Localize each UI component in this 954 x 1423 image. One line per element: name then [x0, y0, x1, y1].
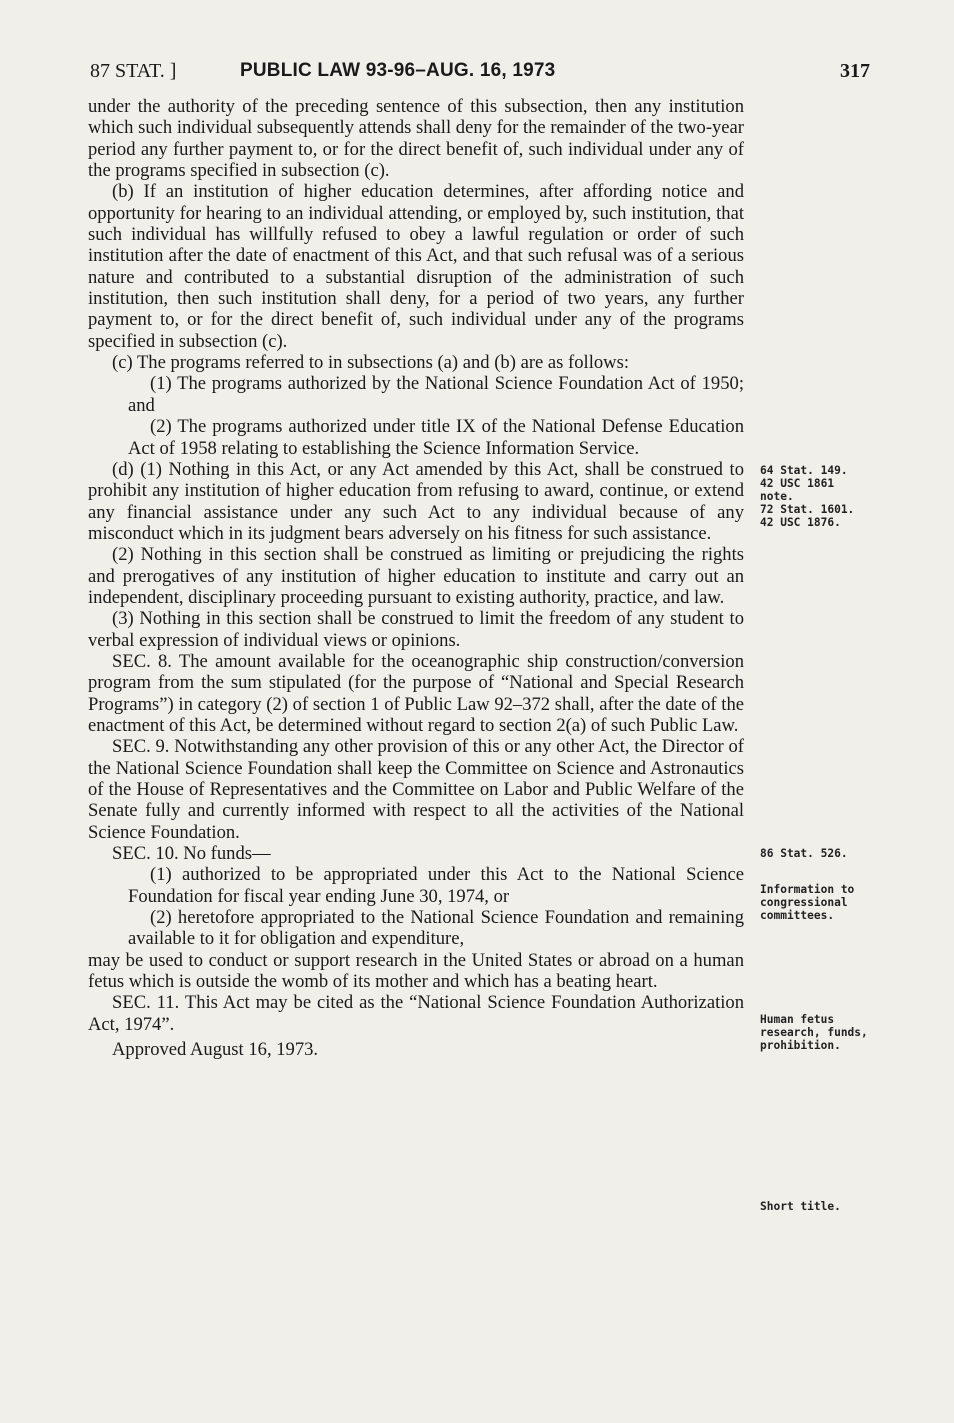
page-number: 317: [840, 60, 870, 82]
page-header: [90, 60, 870, 88]
margin-note-citations: [760, 464, 890, 529]
paragraph-c: (c) The programs referred to in subsections (a) and (b) are as follows:: [112, 352, 629, 374]
paragraph-b: (b) If an institution of higher education determines, after affording notice and opportunity for hearing to an individual attending, or employed by, such institution, that such individual has willfully refused to obey a lawful regulation or order of such institution after the date of enactment of this Act, and that such refusal was of a serious nature and contributed to a substantial disruption of the administration of such institution, then such institution shall deny, for a period of two years, any further payment to, or for the direct benefit of, such individual under any of the programs specified in subsection (c).: [88, 181, 744, 352]
page-title: PUBLIC LAW 93-96–AUG. 16, 1973: [240, 60, 556, 81]
paragraph-c-2: (2) The programs authorized under title IX of the National Defense Education Act of 1958 relating to establishing the Science Information Service.: [128, 416, 744, 459]
section-10: SEC. 10. No funds—: [112, 843, 271, 865]
section-10-1: (1) authorized to be appropriated under this Act to the National Science Foundation for fiscal year ending June 30, 1974, or: [128, 864, 744, 907]
stat-reference: 87 STAT. ]: [90, 60, 177, 82]
margin-usc-1876: 42 USC 1876.: [760, 516, 841, 529]
margin-usc-1861: 42 USC 1861: [760, 477, 835, 490]
approval-date: Approved August 16, 1973.: [112, 1039, 319, 1061]
paragraph-c-1: (1) The programs authorized by the National Science Foundation Act of 1950; and: [128, 373, 744, 416]
margin-stat-64: 64 Stat. 149.: [760, 464, 848, 477]
section-9: SEC. 9. Notwithstanding any other provision of this or any other Act, the Director of the National Science Foundation shall keep the Committee on Science and Astronautics of the House of Representatives and the Committee on Labor and Public Welfare of the Senate fully and currently informed with respect to all the activities of the National Science Foundation.: [88, 736, 744, 843]
margin-stat-72: 72 Stat. 1601.: [760, 503, 855, 516]
body-text: [88, 96, 744, 1060]
paragraph-d-1: (d) (1) Nothing in this Act, or any Act amended by this Act, shall be construed to prohibit any institution of higher education from refusing to award, continue, or extend any financial assistance under any such Act to any individual because of any misconduct which in its judgment bears adversely on his fitness for such assistance.: [88, 458, 744, 544]
margin-info-committees: Information to congressional committees.: [760, 883, 855, 922]
paragraph-d-3: (3) Nothing in this section shall be construed to limit the freedom of any student to verbal expression of individual views or opinions.: [88, 608, 744, 651]
margin-stat-86: 86 Stat. 526.: [760, 847, 848, 860]
section-11: SEC. 11. This Act may be cited as the “National Science Foundation Authorization Act, 1974”.: [88, 992, 744, 1035]
margin-note-label: note.: [760, 490, 794, 503]
margin-short-title: Short title.: [760, 1200, 841, 1213]
section-10-2: (2) heretofore appropriated to the National Science Foundation and remaining available to it for obligation and expenditure,: [128, 907, 744, 950]
margin-human-fetus: Human fetus research, funds, prohibition.: [760, 1013, 868, 1052]
section-8: SEC. 8. The amount available for the oceanographic ship construction/conversion program from the sum stipulated (for the purpose of “National and Special Research Programs”) in category (2) of section 1 of Public Law 92–372 shall, after the date of the enactment of this Act, be determined without regard to section 2(a) of such Public Law.: [88, 650, 744, 736]
paragraph-continuation: under the authority of the preceding sentence of this subsection, then any institution which such individual subsequently attends shall deny for the remainder of the two-year period any further payment to, or for the direct benefit of, such individual under any of the programs specified in subsection (c).: [88, 96, 744, 182]
section-10-conclusion: may be used to conduct or support research in the United States or abroad on a human fetus which is outside the womb of its mother and which has a beating heart.: [88, 949, 744, 993]
paragraph-d-2: (2) Nothing in this section shall be construed as limiting or prejudicing the rights and prerogatives of any institution of higher education to institute and carry out an independent, disciplinary proceeding pursuant to existing authority, practice, and law.: [88, 544, 744, 608]
